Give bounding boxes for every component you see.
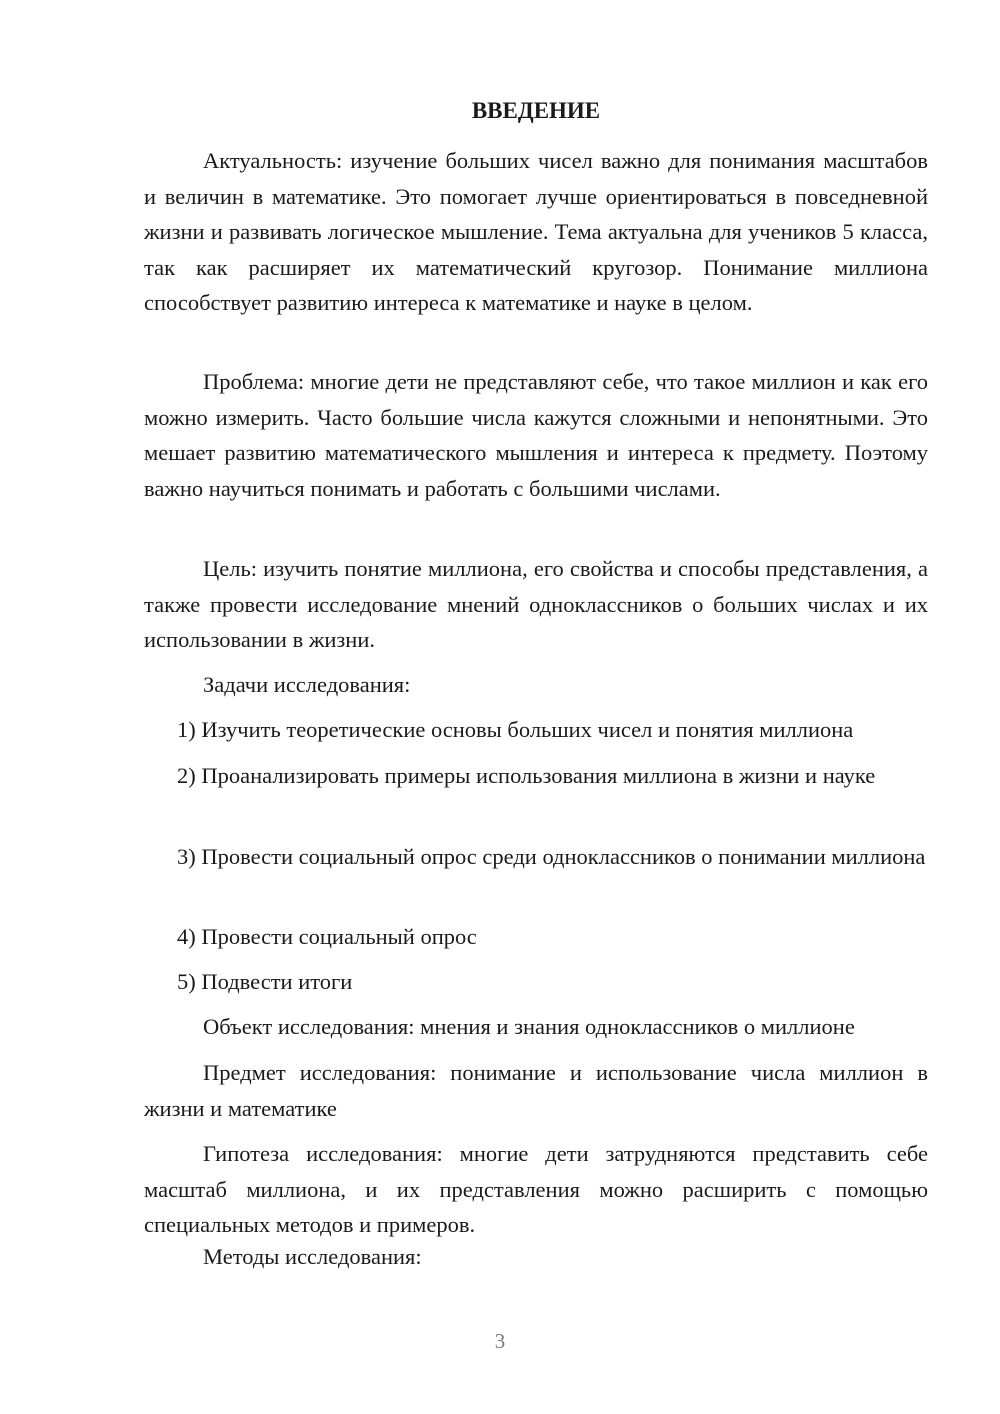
paragraph-subject: Предмет исследования: понимание и использование числа миллион в жизни и математике [144,1060,928,1121]
list-item: 3) Провести социальный опрос среди одноклассников о понимании миллиона [177,844,926,869]
paragraph-object: Объект исследования: мнения и знания одноклассников о миллионе [203,1014,855,1039]
list-item: 1) Изучить теоретические основы больших чисел и понятия миллиона [177,717,854,742]
paragraph-hypothesis: Гипотеза исследования: многие дети затрудняются представить себе масштаб миллиона, и их представления можно расширить с помощью специальных методов и примеров. [144,1141,928,1237]
list-item: 5) Подвести итоги [177,969,353,994]
tasks-heading: Задачи исследования: [203,672,411,697]
list-item: 4) Провести социальный опрос [177,924,477,949]
paragraph-problem: Проблема: многие дети не представляют себе, что такое миллион и как его можно измерить. Часто большие числа кажутся сложными и непонятными. Это мешает развитию математического мышления и интереса к предмету. Поэтому важно научиться понимать и работать с большими числами. [144,369,928,501]
page-title: ВВЕДЕНИЕ [471,98,601,123]
methods-heading: Методы исследования: [203,1244,422,1269]
page-number: 3 [494,1329,506,1353]
list-item: 2) Проанализировать примеры использования миллиона в жизни и науке [177,763,876,788]
paragraph-relevance: Актуальность: изучение больших чисел важно для понимания масштабов и величин в математике. Это помогает лучше ориентироваться в повседневной жизни и развивать логическое мышление. Тема актуальна для учеников 5 класса, так как расширяет их математический кругозор. Понимание миллиона способствует развитию интереса к математике и науке в целом. [144,148,928,315]
paragraph-goal: Цель: изучить понятие миллиона, его свойства и способы представления, а также провести исследование мнений одноклассников о больших числах и их использовании в жизни. [144,556,928,652]
